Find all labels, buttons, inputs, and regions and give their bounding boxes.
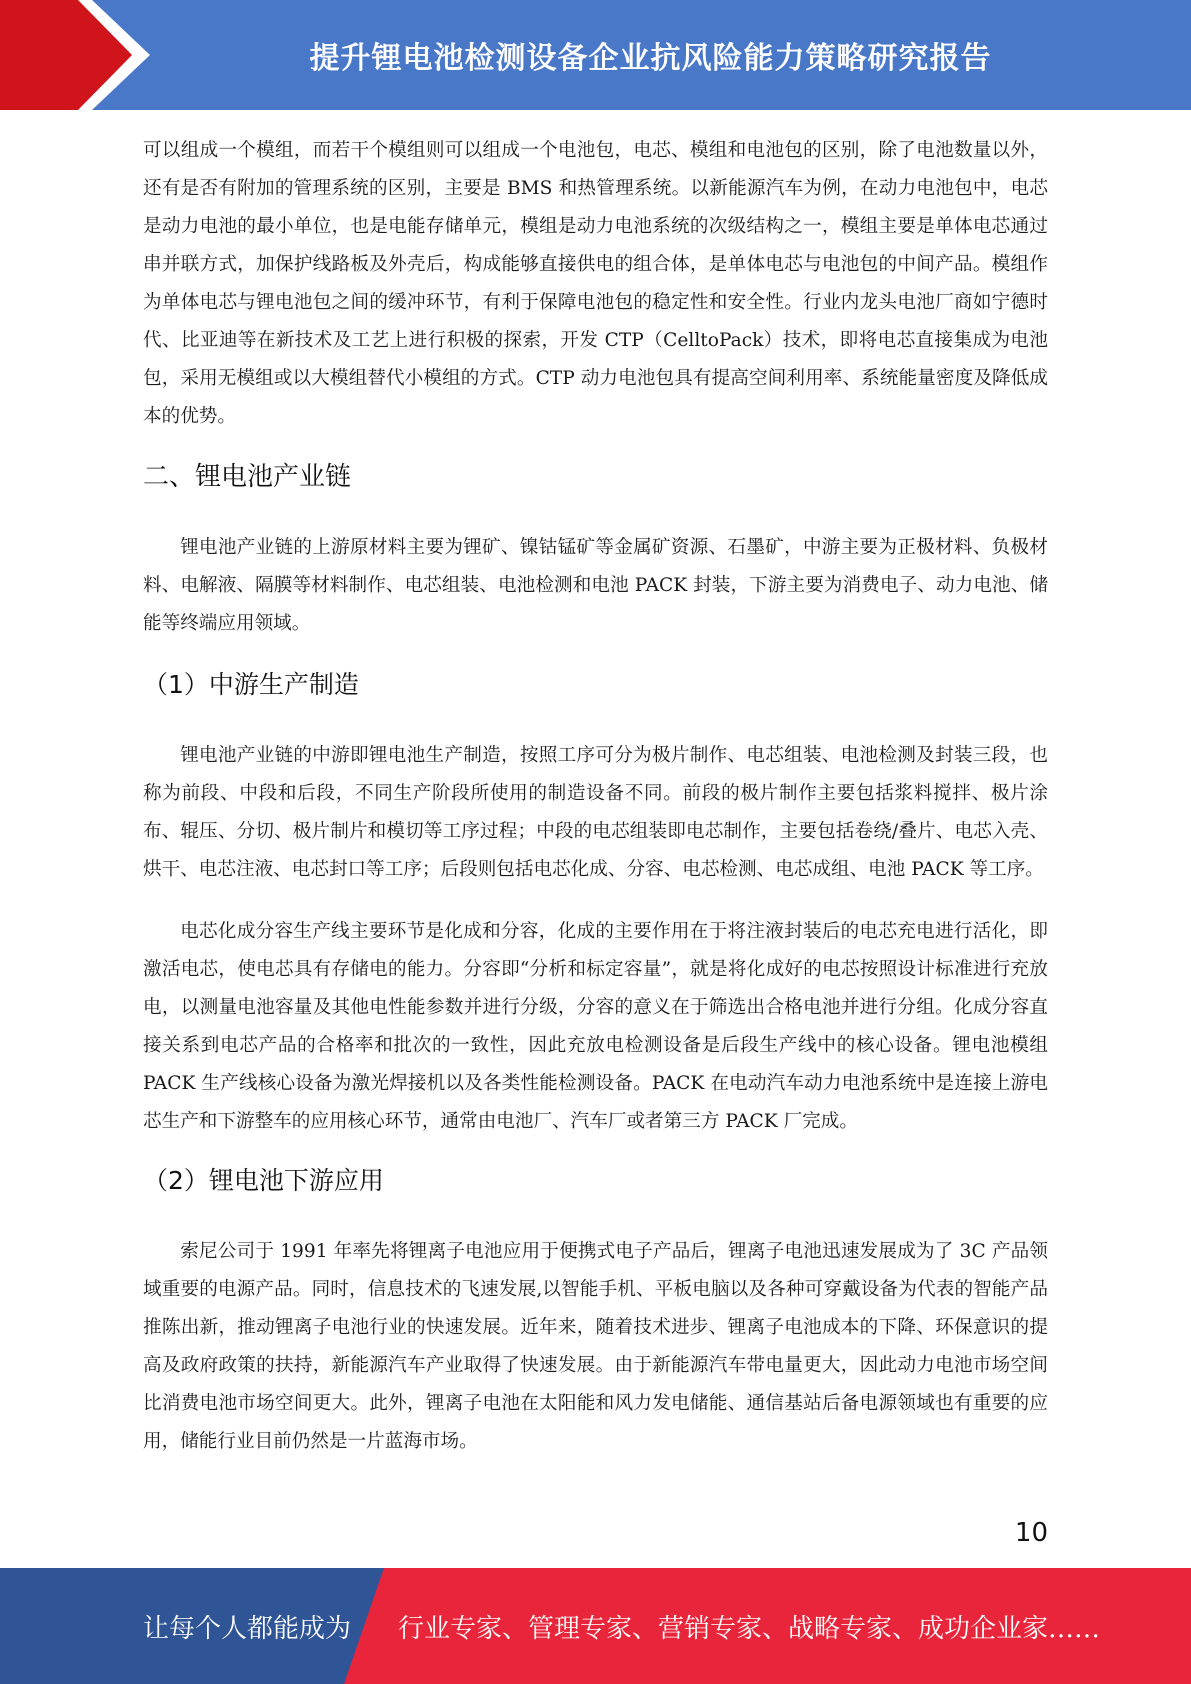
page-footer (0, 1568, 1191, 1684)
document-title: 提升锂电池检测设备企业抗风险能力策略研究报告 (309, 41, 992, 76)
paragraph-midstream: 锂电池产业链的中游即锂电池生产制造，按照工序可分为极片制作、电芯组装、电池检测及封装三段，也称为前段、中段和后段，不同生产阶段所使用的制造设备不同。前段的极片制作主要包括浆料搅拌、极片涂布、辊压、分切、极片制片和模切等工序过程；中段的电芯组装即电芯制作，主要包括卷绕/叠片、电芯入壳、烘干、电芯注液、电芯封口等工序；后段则包括电芯化成、分容、电芯检测、电芯成组、电池 PACK 等工序。 (143, 745, 1048, 880)
page-number: 10 (1014, 1518, 1048, 1548)
footer-slogan-left: 让每个人都能成为 (143, 1613, 352, 1644)
footer-slogan-right: 行业专家、管理专家、营销专家、战略专家、成功企业家…… (398, 1613, 1101, 1644)
page-header (0, 0, 1191, 110)
paragraph-formation-grading: 电芯化成分容生产线主要环节是化成和分容，化成的主要作用在于将注液封装后的电芯充电进行活化，即激活电芯，使电芯具有存储电的能力。分容即“分析和标定容量”，就是将化成好的电芯按照设计标准进行充放电，以测量电池容量及其他电性能参数并进行分级，分容的意义在于筛选出合格电池并进行分组。化成分容直接关系到电芯产品的合格率和批次的一致性，因此充放电检测设备是后段生产线中的核心设备。锂电池模组 PACK 生产线核心设备为激光焊接机以及各类性能检测设备。PACK 在电动汽车动力电池系统中是连接上游电芯生产和下游整车的应用核心环节，通常由电池厂、汽车厂或者第三方 PACK 厂完成。 (143, 921, 1048, 1132)
header-arrow-decoration (0, 0, 150, 110)
page-content (143, 132, 1048, 1461)
paragraph-downstream: 索尼公司于 1991 年率先将锂离子电池应用于便携式电子产品后，锂离子电池迅速发展成为了 3C 产品领域重要的电源产品。同时，信息技术的飞速发展,以智能手机、平板电脑以及各种可穿戴设备为代表的智能产品推陈出新，推动锂离子电池行业的快速发展。近年来，随着技术进步、锂离子电池成本的下降、环保意识的提高及政府政策的扶持，新能源汽车产业取得了快速发展。由于新能源汽车带电量更大，因此动力电池市场空间比消费电池市场空间更大。此外，锂离子电池在太阳能和风力发电储能、通信基站后备电源领域也有重要的应用，储能行业目前仍然是一片蓝海市场。 (143, 1241, 1048, 1452)
paragraph-modules: 可以组成一个模组，而若干个模组则可以组成一个电池包，电芯、模组和电池包的区别，除了电池数量以外，还有是否有附加的管理系统的区别，主要是 BMS 和热管理系统。以新能源汽车为例，在动力电池包中，电芯是动力电池的最小单位，也是电能存储单元，模组是动力电池系统的次级结构之一，模组主要是单体电芯通过串并联方式，加保护线路板及外壳后，构成能够直接供电的组合体，是单体电芯与电池包的中间产品。模组作为单体电芯与锂电池包之间的缓冲环节，有利于保障电池包的稳定性和安全性。行业内龙头电池厂商如宁德时代、比亚迪等在新技术及工艺上进行积极的探索，开发 CTP（CelltoPack）技术，即将电芯直接集成为电池包，采用无模组或以大模组替代小模组的方式。CTP 动力电池包具有提高空间利用率、系统能量密度及降低成本的优势。 (143, 140, 1048, 427)
section-title-industry-chain: 二、锂电池产业链 (143, 462, 352, 492)
paragraph-industry-chain: 锂电池产业链的上游原材料主要为锂矿、镍钴锰矿等金属矿资源、石墨矿，中游主要为正极材料、负极材料、电解液、隔膜等材料制作、电芯组装、电池检测和电池 PACK 封装，下游主要为消费电子、动力电池、储能等终端应用领域。 (143, 537, 1048, 634)
subsection-title-midstream: （1）中游生产制造 (143, 670, 359, 699)
subsection-title-downstream: （2）锂电池下游应用 (143, 1166, 384, 1195)
